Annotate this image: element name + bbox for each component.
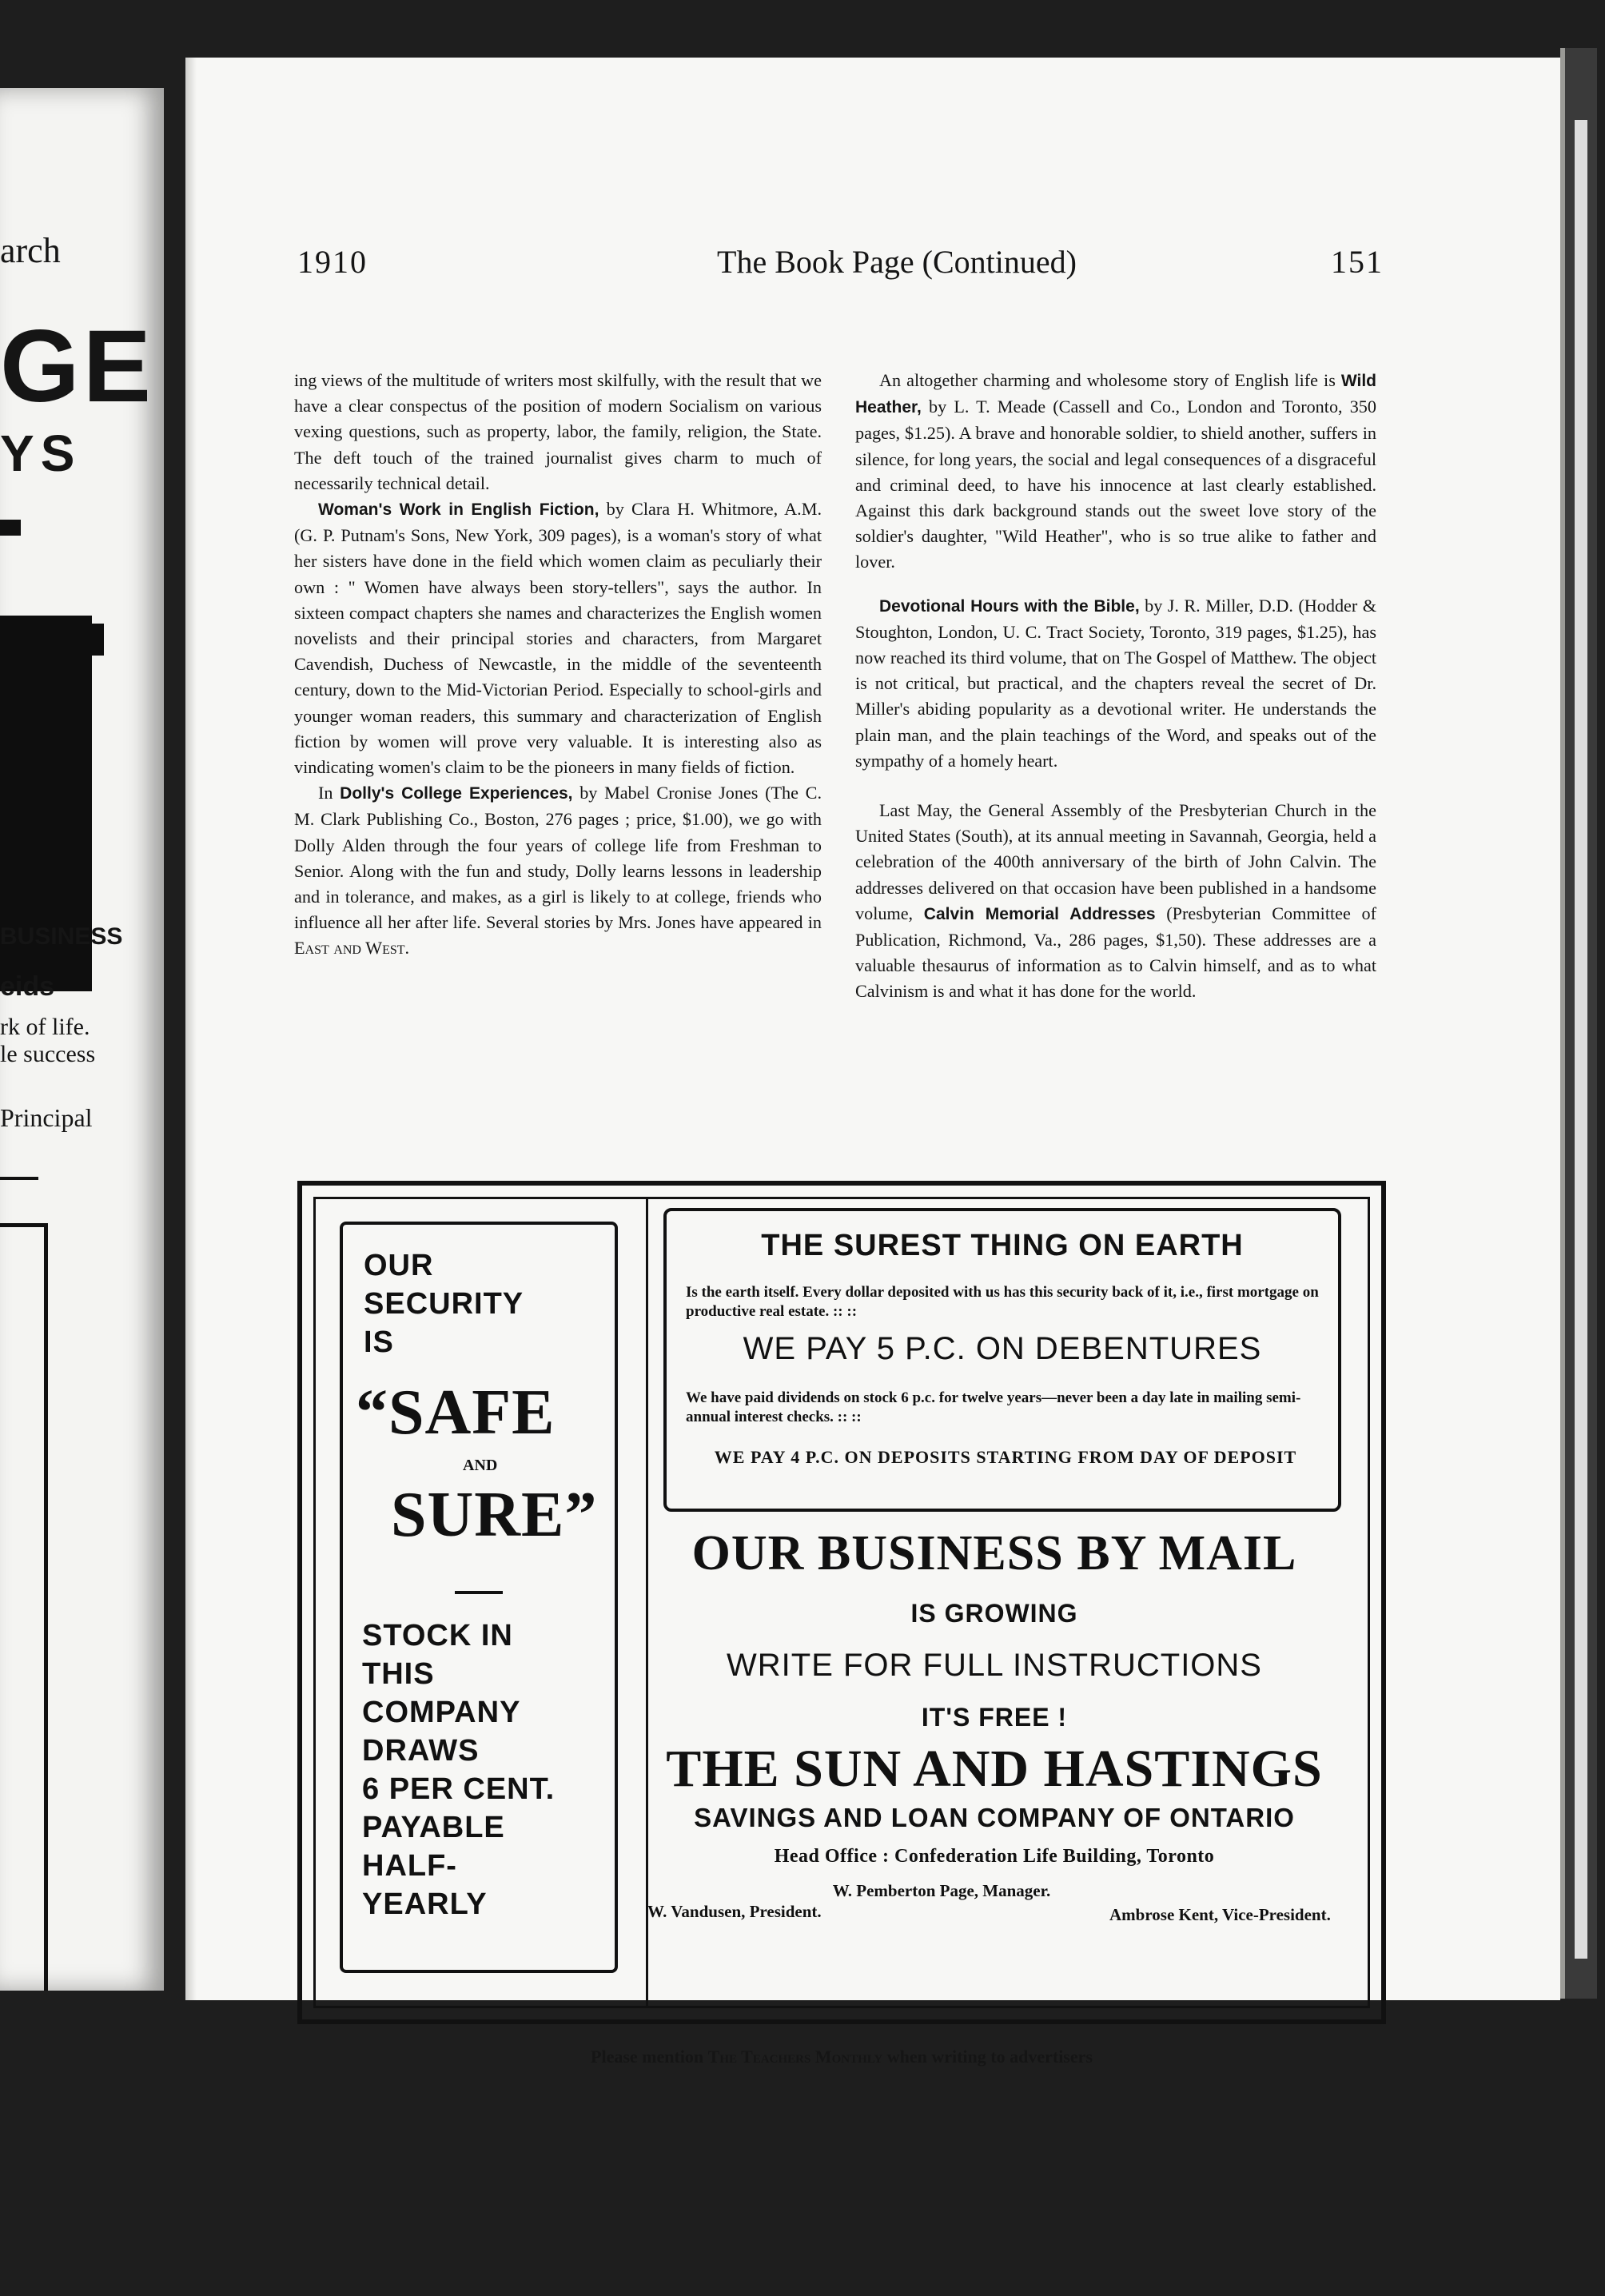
box-heading: THE SUREST THING ON EARTH [761,1229,1244,1262]
left-page-principal: Principal [0,1103,93,1132]
left-page-success: le success [0,1041,96,1067]
vice-president: Ambrose Kent, Vice-President. [1109,1905,1331,1924]
paragraph: ing views of the multitude of writers most skilfully, with the result that we have a clear conspectus of the position of modern Socialism on various vexing questions, such as property, labor, the family, religion, the State. The deft touch of the trained journalist gives charm to much of necessarily technical detail. [294,370,822,493]
book-title: Devotional Hours with the Bible, [879,596,1140,616]
page-title: The Book Page (Continued) [717,244,1077,280]
paragraph: An altogether charming and wholesome story of English life is Wild Heather, by L. T. Meade (Cassell and Co., London and Toronto, 350 pages, $1.25). A brave and honorable soldier, to shield another, suffers in silence, for long years, the social and legal consequences of a disgraceful and criminal deed, to have his innocence at last clearly established. Against this dark background stands out the sweet love story of the soldier's daughter, "Wild Heather", who is so true alike to father and lover. [855,370,1376,572]
stock-line: DRAWS [362,1734,480,1768]
magazine-name: The Teachers Monthly [707,2047,883,2067]
left-page-fields: eids [0,971,55,1002]
book-title: Woman's Work in English Fiction, [318,500,599,520]
footer-note: Please mention The Teachers Monthly when writing to advertisers [591,2047,1093,2067]
left-page-image-notch [80,624,104,656]
security-line: IS [364,1325,394,1359]
left-page-heading: GE [0,309,154,424]
left-page-business: BUSINESS [0,923,123,950]
book-page-edges [1575,120,1587,1959]
stock-line: STOCK IN [362,1619,513,1652]
left-page-rule [0,1177,38,1180]
book-title: Wild Heather, [855,372,1376,417]
magazine-name: East and West. [294,938,410,959]
debentures-heading: WE PAY 5 P.C. ON DEBENTURES [743,1331,1262,1366]
stock-line: COMPANY [362,1696,521,1729]
previous-page-fragment [0,88,164,1991]
head-office: Head Office : Confederation Life Building, Toronto [774,1846,1215,1867]
left-page-month: arch [0,231,61,270]
left-page-life: rk of life. [0,1014,90,1040]
paragraph: Woman's Work in English Fiction, by Clara H. Whitmore, A.M. (G. P. Putnam's Sons, New York, 309 pages), is a woman's story of what her sisters have done in the field which women claim as peculiarly their own : " Women have always been story-tellers", says the author. In sixteen compact chapters she names and characterizes the English women novelists and their principal stories and characters, from Margaret Cavendish, Duchess of Newcastle, in the middle of the seventeenth century, down to the Mid-Victorian Period. Especially to school-girls and younger woman readers, this summary and characterization of English fiction by women will prove very valuable. It is interesting also as vindicating women's claim to be the pioneers in many fields of fiction. [294,499,822,778]
left-page-ad-frame [0,1223,48,1991]
stock-line: YEARLY [362,1887,488,1921]
paragraph: Last May, the General Assembly of the Presbyterian Church in the United States (South), at its annual meeting in Savannah, Georgia, held a celebration of the 400th anniversary of the birth of John Calvin. The addresses delivered on that occasion have been published in a handsome volume, Calvin Memorial Addresses (Presbyterian Committee of Publication, Richmond, Va., 286 pages, $1,50). These addresses are a valuable thesaurus of information as to Calvin himself, and as to what Calvinism is and what it has done for the world. [855,800,1377,1002]
write-for-instructions: WRITE FOR FULL INSTRUCTIONS [727,1648,1262,1683]
book-title: Calvin Memorial Addresses [923,904,1156,923]
book-page [185,58,1560,2067]
safe-word: “SAFE [356,1377,556,1448]
paragraph: Devotional Hours with the Bible, by J. R. Miller, D.D. (Hodder & Stoughton, London, U. C. Tract Society, Toronto, 319 pages, $1.25), has now reached its third volume, that on The Gospel of Matthew. The object is not critical, but practical, and the chapters reveal the secret of Dr. Miller's abiding popularity as a devotional writer. He understands the plain man, and the plain teachings of the Word, and speaks out of the sympathy of a homely heart. [855,595,1376,771]
paragraph: In Dolly's College Experiences, by Mabel Cronise Jones (The C. M. Clark Publishing Co., Boston, 276 pages ; price, $1.00), we go with Dolly Alden through the four years of college life from Freshman to Senior. Along with the fun and study, Dolly learns lessons in leadership and in tolerance, and makes, as a girl is likely to at college, friends who influence all her after life. Several stories by Mrs. Jones have appeared in East and West. [294,783,822,959]
right-column [855,368,1376,1005]
box-text: Is the earth itself. Every dollar deposited with us has this security back of it, i.e., first mortgage on productive real estate. :: :: [686,1284,1319,1320]
left-page-dash [0,520,21,536]
is-growing: IS GROWING [910,1599,1078,1628]
panel-rule [455,1591,503,1594]
stock-line: THIS [362,1657,435,1691]
sure-word: SURE” [391,1480,598,1550]
surest-thing-box [663,1208,1341,1512]
company-name: THE SUN AND HASTINGS [666,1740,1323,1798]
stock-line: HALF- [362,1849,457,1883]
stock-line: PAYABLE [362,1811,505,1844]
business-by-mail: OUR BUSINESS BY MAIL [691,1526,1297,1580]
manager: W. Pemberton Page, Manager. [832,1881,1051,1900]
book-title: Dolly's College Experiences, [340,784,573,803]
stock-text [362,1616,602,1923]
security-line: SECURITY [364,1287,524,1321]
left-column [294,368,822,962]
president: W. Vandusen, President. [647,1902,822,1921]
company-subtitle: SAVINGS AND LOAN COMPANY OF ONTARIO [694,1803,1295,1832]
left-page-subheading: YS [0,425,82,482]
stock-line: 6 PER CENT. [362,1772,556,1806]
box-text: We have paid dividends on stock 6 p.c. for twelve years—never been a day late in mailing semi-annual interest checks. :: :: [686,1389,1301,1425]
its-free: IT'S FREE ! [921,1703,1068,1732]
header-year: 1910 [297,244,368,280]
security-panel [340,1222,618,1973]
security-line: OUR [364,1249,434,1282]
deposits-text: WE PAY 4 P.C. ON DEPOSITS STARTING FROM DAY OF DEPOSIT [714,1447,1297,1467]
advertisement [297,1181,1386,2024]
page-number: 151 [1331,244,1384,280]
and-word: AND [463,1457,498,1474]
